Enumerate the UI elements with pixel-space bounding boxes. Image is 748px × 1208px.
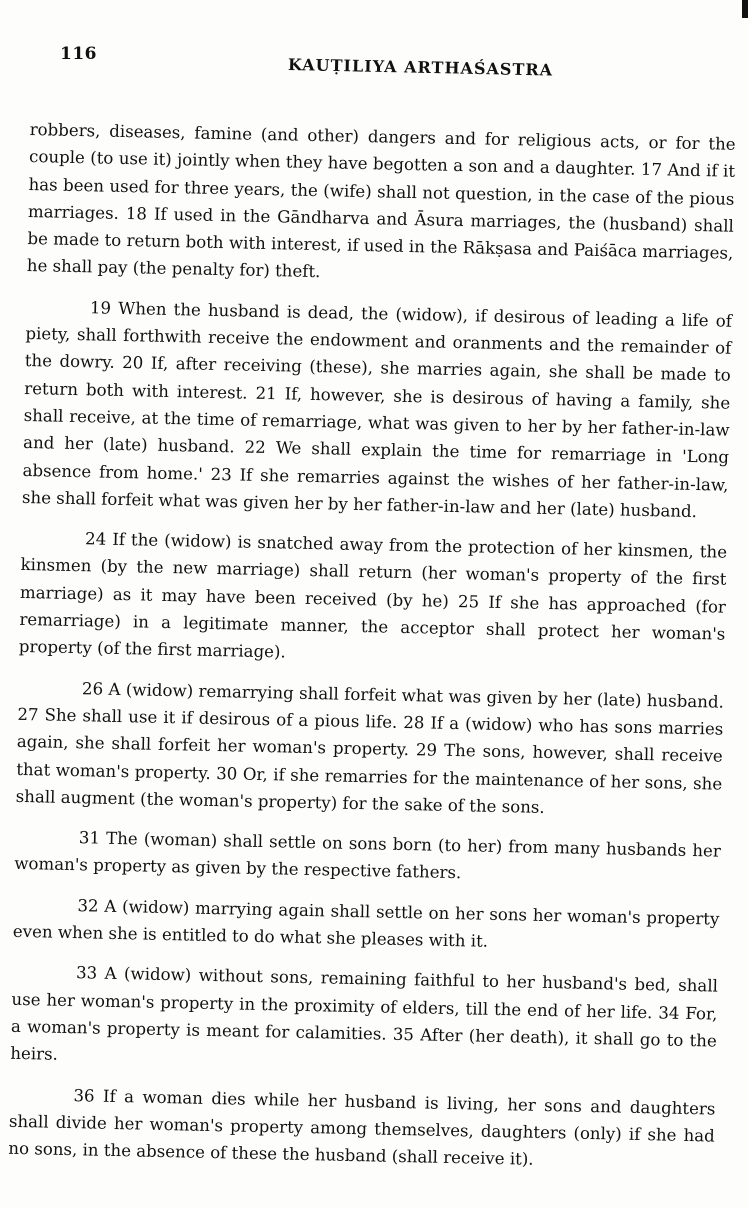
page-edge-mark xyxy=(742,0,748,18)
paragraph-36: 36 If a woman dies while her husband is living, her sons and daughters shall divide her woman's property among themselves, daughters (only) if she had no sons, in the absence of these the husband (shall receive it). xyxy=(8,1085,716,1169)
paragraph-24-25: 24 If the (widow) is snatched away from the protection of her kinsmen, the kinsmen (by the new marriage) shall return (her woman's property of the first marriage) as it may have been received (by he) 25 If she has approached (for remarriage) in a legitimate manner, the acceptor shall protect her woman's property (of the first marriage). xyxy=(18,529,728,662)
paragraph-continuation: robbers, diseases, famine (and other) dangers and for religious acts, or for the couple (to use it) jointly when they have begotten a son and a daughter. 17 And if it has been used for three years, the (wife) shall not question, in the case of the pious marriages. 18 If used in the Gāndharva and Āsura marriages, the (husband) shall be made to return both with interest, if used in the Rākṣasa and Paiśāca marriages, he shall pay (the penalty for) theft. xyxy=(26,119,736,282)
page-number: 116 xyxy=(60,44,97,64)
paragraph-26-30: 26 A (widow) remarrying shall forfeit what was given by her (late) husband. 27 She shall use it if desirous of a pious life. 28 If a (widow) who has sons marries again, she shall forfeit her woman's property. 29 The sons, however, shall receive that woman's property. 30 Or, if she remarries for the maintenance of her sons, she shall augment (the woman's property) for the sake of the sons. xyxy=(15,678,725,817)
paragraph-19-23: 19 When the husband is dead, the (widow), if desirous of leading a life of piety, shall forthwith receive the endowment and oranments and the remainder of the dowry. 20 If, after receiving (these), she marries again, she shall be made to return both with interest. 21 If, however, she is desirous of having a family, she shall receive, at the time of remarriage, what was given to her by her father-in-law and her (late) husband. 22 We shall explain the time for remarriage in 'Long absence from home.' 23 If she remarries against the wishes of her father-in-law, she shall forfeit what was given her by her father-in-law and her (late) husband. xyxy=(21,298,733,521)
paragraph-32: 32 A (widow) marrying again shall settle on her sons her woman's property even when she is entitled to do what she pleases with it. xyxy=(12,895,720,951)
paragraph-33-35: 33 A (widow) without sons, remaining faithful to her husband's bed, shall use her woman's property in the proximity of elders, till the end of her life. 34 For, a woman's property is meant for calamities. 35 After (her death), it shall go to the heirs. xyxy=(10,963,719,1064)
running-head: KAUṬILIYA ARTHAŚASTRA xyxy=(287,55,554,80)
body-text xyxy=(8,116,736,1190)
paragraph-31: 31 The (woman) shall settle on sons born (to her) from many husbands her woman's property as given by the respective fathers. xyxy=(14,828,721,883)
